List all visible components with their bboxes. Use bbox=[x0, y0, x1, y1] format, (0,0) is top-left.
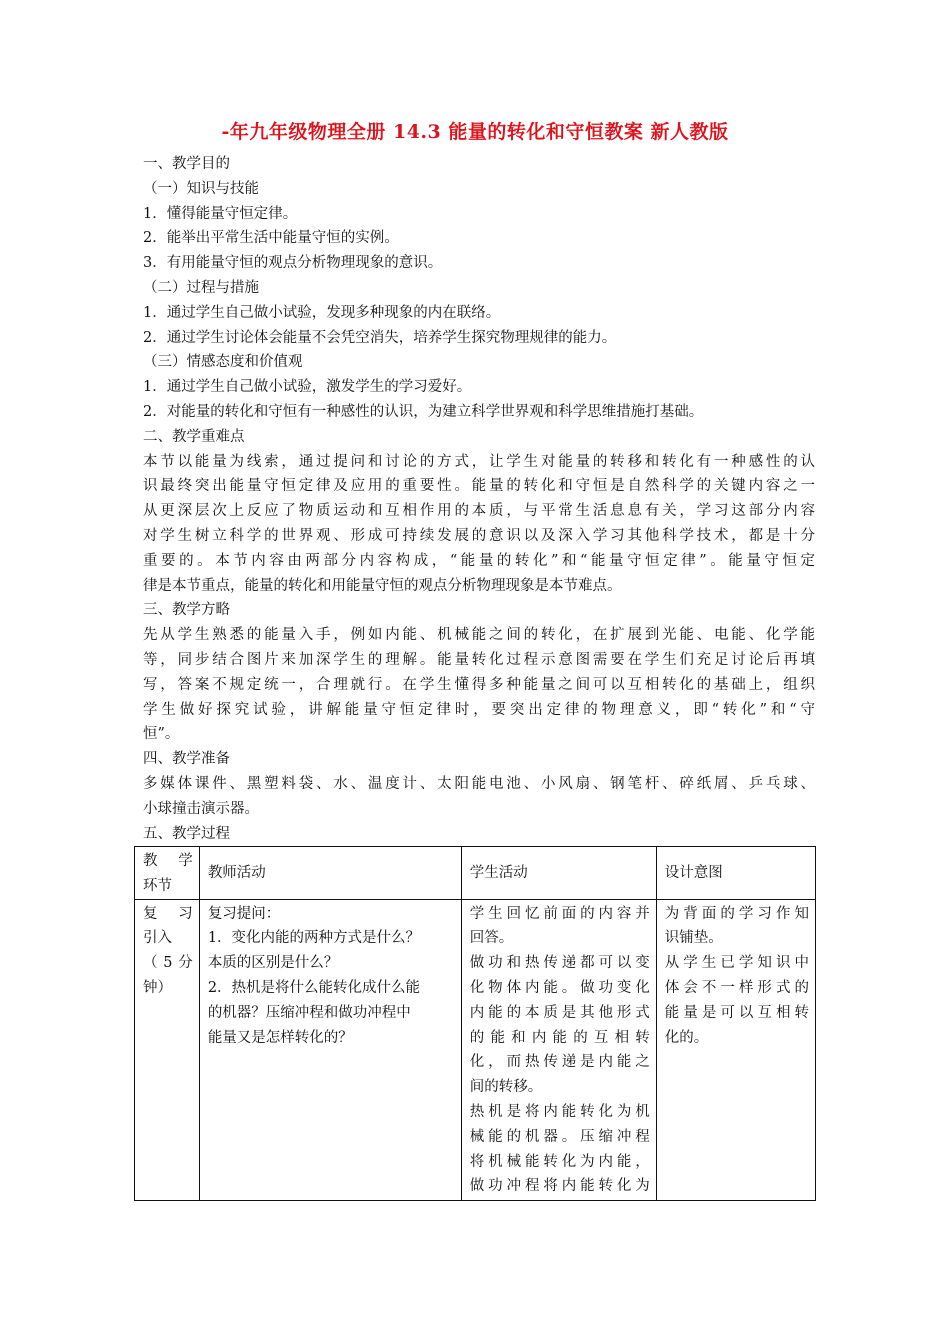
list-item: 2．对能量的转化和守恒有一种感性的认识，为建立科学世界观和科学思维措施打基础。 bbox=[143, 403, 704, 420]
paragraph-line: 小球撞击演示器。 bbox=[143, 800, 259, 817]
cell-student-activity: 学生回忆前面的内容并 回答。 做功和热传递都可以变 化物体内能。做功变化 内能的本质是其他形式 的能和内能的互相转 化，而热传递是内能之 间的转移。 热机是将内能转化为机 械能的机器。压缩冲程 将机械能转化为内能， 做功冲程将内能转化为 bbox=[461, 899, 656, 1200]
list-item: 2．通过学生讨论体会能量不会凭空消失，培养学生探究物理规律的能力。 bbox=[143, 329, 617, 346]
paragraph-line: 重要的。本节内容由两部分内容构成，“能量的转化”和“能量守恒定律”。能量守恒定 bbox=[143, 552, 815, 569]
table-header-row bbox=[135, 847, 816, 900]
document-page bbox=[143, 118, 815, 846]
paragraph-strategy bbox=[143, 623, 815, 747]
heading-strategy: 三、教学方略 bbox=[143, 602, 230, 619]
paragraph-line: 律是本节重点，能量的转化和用能量守恒的观点分析物理现象是本节难点。 bbox=[143, 577, 622, 594]
paragraph-line: 识最终突出能量守恒定律及应用的重要性。能量的转化和守恒是自然科学的关键内容之一 bbox=[143, 478, 815, 495]
paragraph-preparation bbox=[143, 772, 815, 822]
heading-objectives: 一、教学目的 bbox=[143, 156, 230, 172]
header-cell-stage: 教 学 环节 bbox=[135, 847, 200, 900]
header-cell-student: 学生活动 bbox=[461, 847, 656, 900]
heading-preparation: 四、教学准备 bbox=[143, 751, 230, 768]
teaching-process-table bbox=[134, 846, 816, 1201]
paragraph-line: 对学生树立科学的世界观、形成可持续发展的意识以及深入学习其他科学技术，都是十分 bbox=[143, 527, 815, 544]
paragraph-line: 恒”。 bbox=[143, 726, 180, 743]
list-item: 1．通过学生自己做小试验，发现多种现象的内在联络。 bbox=[143, 304, 501, 321]
cell-stage: 复 习 引入 （5分 钟） bbox=[135, 899, 200, 1200]
list-item: 3．有用能量守恒的观点分析物理现象的意识。 bbox=[143, 255, 443, 272]
paragraph-line: 学生做好探究试验，讲解能量守恒定律时，要突出定律的物理意义，即“转化”和“守 bbox=[143, 701, 815, 718]
list-item: 1．通过学生自己做小试验，激发学生的学习爱好。 bbox=[143, 379, 472, 396]
subheading-attitude: （三）情感态度和价值观 bbox=[143, 354, 303, 371]
heading-teaching-process: 五、教学过程 bbox=[143, 825, 230, 842]
header-cell-intent: 设计意图 bbox=[656, 847, 815, 900]
header-cell-teacher: 教师活动 bbox=[199, 847, 461, 900]
paragraph-line: 等，同步结合图片来加深学生的理解。能量转化过程示意图需要在学生们充足讨论后再填 bbox=[143, 651, 815, 668]
list-item: 1．懂得能量守恒定律。 bbox=[143, 205, 298, 222]
paragraph-line: 多媒体课件、黑塑料袋、水、温度计、太阳能电池、小风扇、钢笔杆、碎纸屑、乒乓球、 bbox=[143, 775, 815, 792]
paragraph-line: 先从学生熟悉的能量入手，例如内能、机械能之间的转化，在扩展到光能、电能、化学能 bbox=[143, 627, 815, 644]
paragraph-line: 写，答案不规定统一，合理就行。在学生懂得多种能量之间可以互相转化的基础上，组织 bbox=[143, 676, 815, 693]
cell-design-intent: 为背面的学习作知 识铺垫。 从学生已学知识中 体会不一样形式的 能量是可以互相转 化的。 bbox=[656, 899, 815, 1200]
paragraph-key-points bbox=[143, 450, 815, 599]
cell-teacher-activity: 复习提问： 1．变化内能的两种方式是什么？ 本质的区别是什么？ 2．热机是将什么能转化成什么能 的机器？压缩冲程和做功冲程中 能量又是怎样转化的？ bbox=[199, 899, 461, 1200]
heading-key-points: 二、教学重难点 bbox=[143, 428, 245, 445]
paragraph-line: 本节以能量为线索，通过提问和讨论的方式，让学生对能量的转移和转化有一种感性的认 bbox=[143, 453, 815, 470]
page-title: -年九年级物理全册 14.3 能量的转化和守恒教案 新人教版 bbox=[221, 121, 729, 143]
list-item: 2．能举出平常生活中能量守恒的实例。 bbox=[143, 230, 399, 247]
subheading-process: （二）过程与措施 bbox=[143, 279, 259, 296]
table-row bbox=[135, 899, 816, 1200]
subheading-knowledge: （一）知识与技能 bbox=[143, 180, 259, 197]
paragraph-line: 从更深层次上反应了物质运动和互相作用的本质，与平常生活息息有关，学习这部分内容 bbox=[143, 503, 815, 520]
